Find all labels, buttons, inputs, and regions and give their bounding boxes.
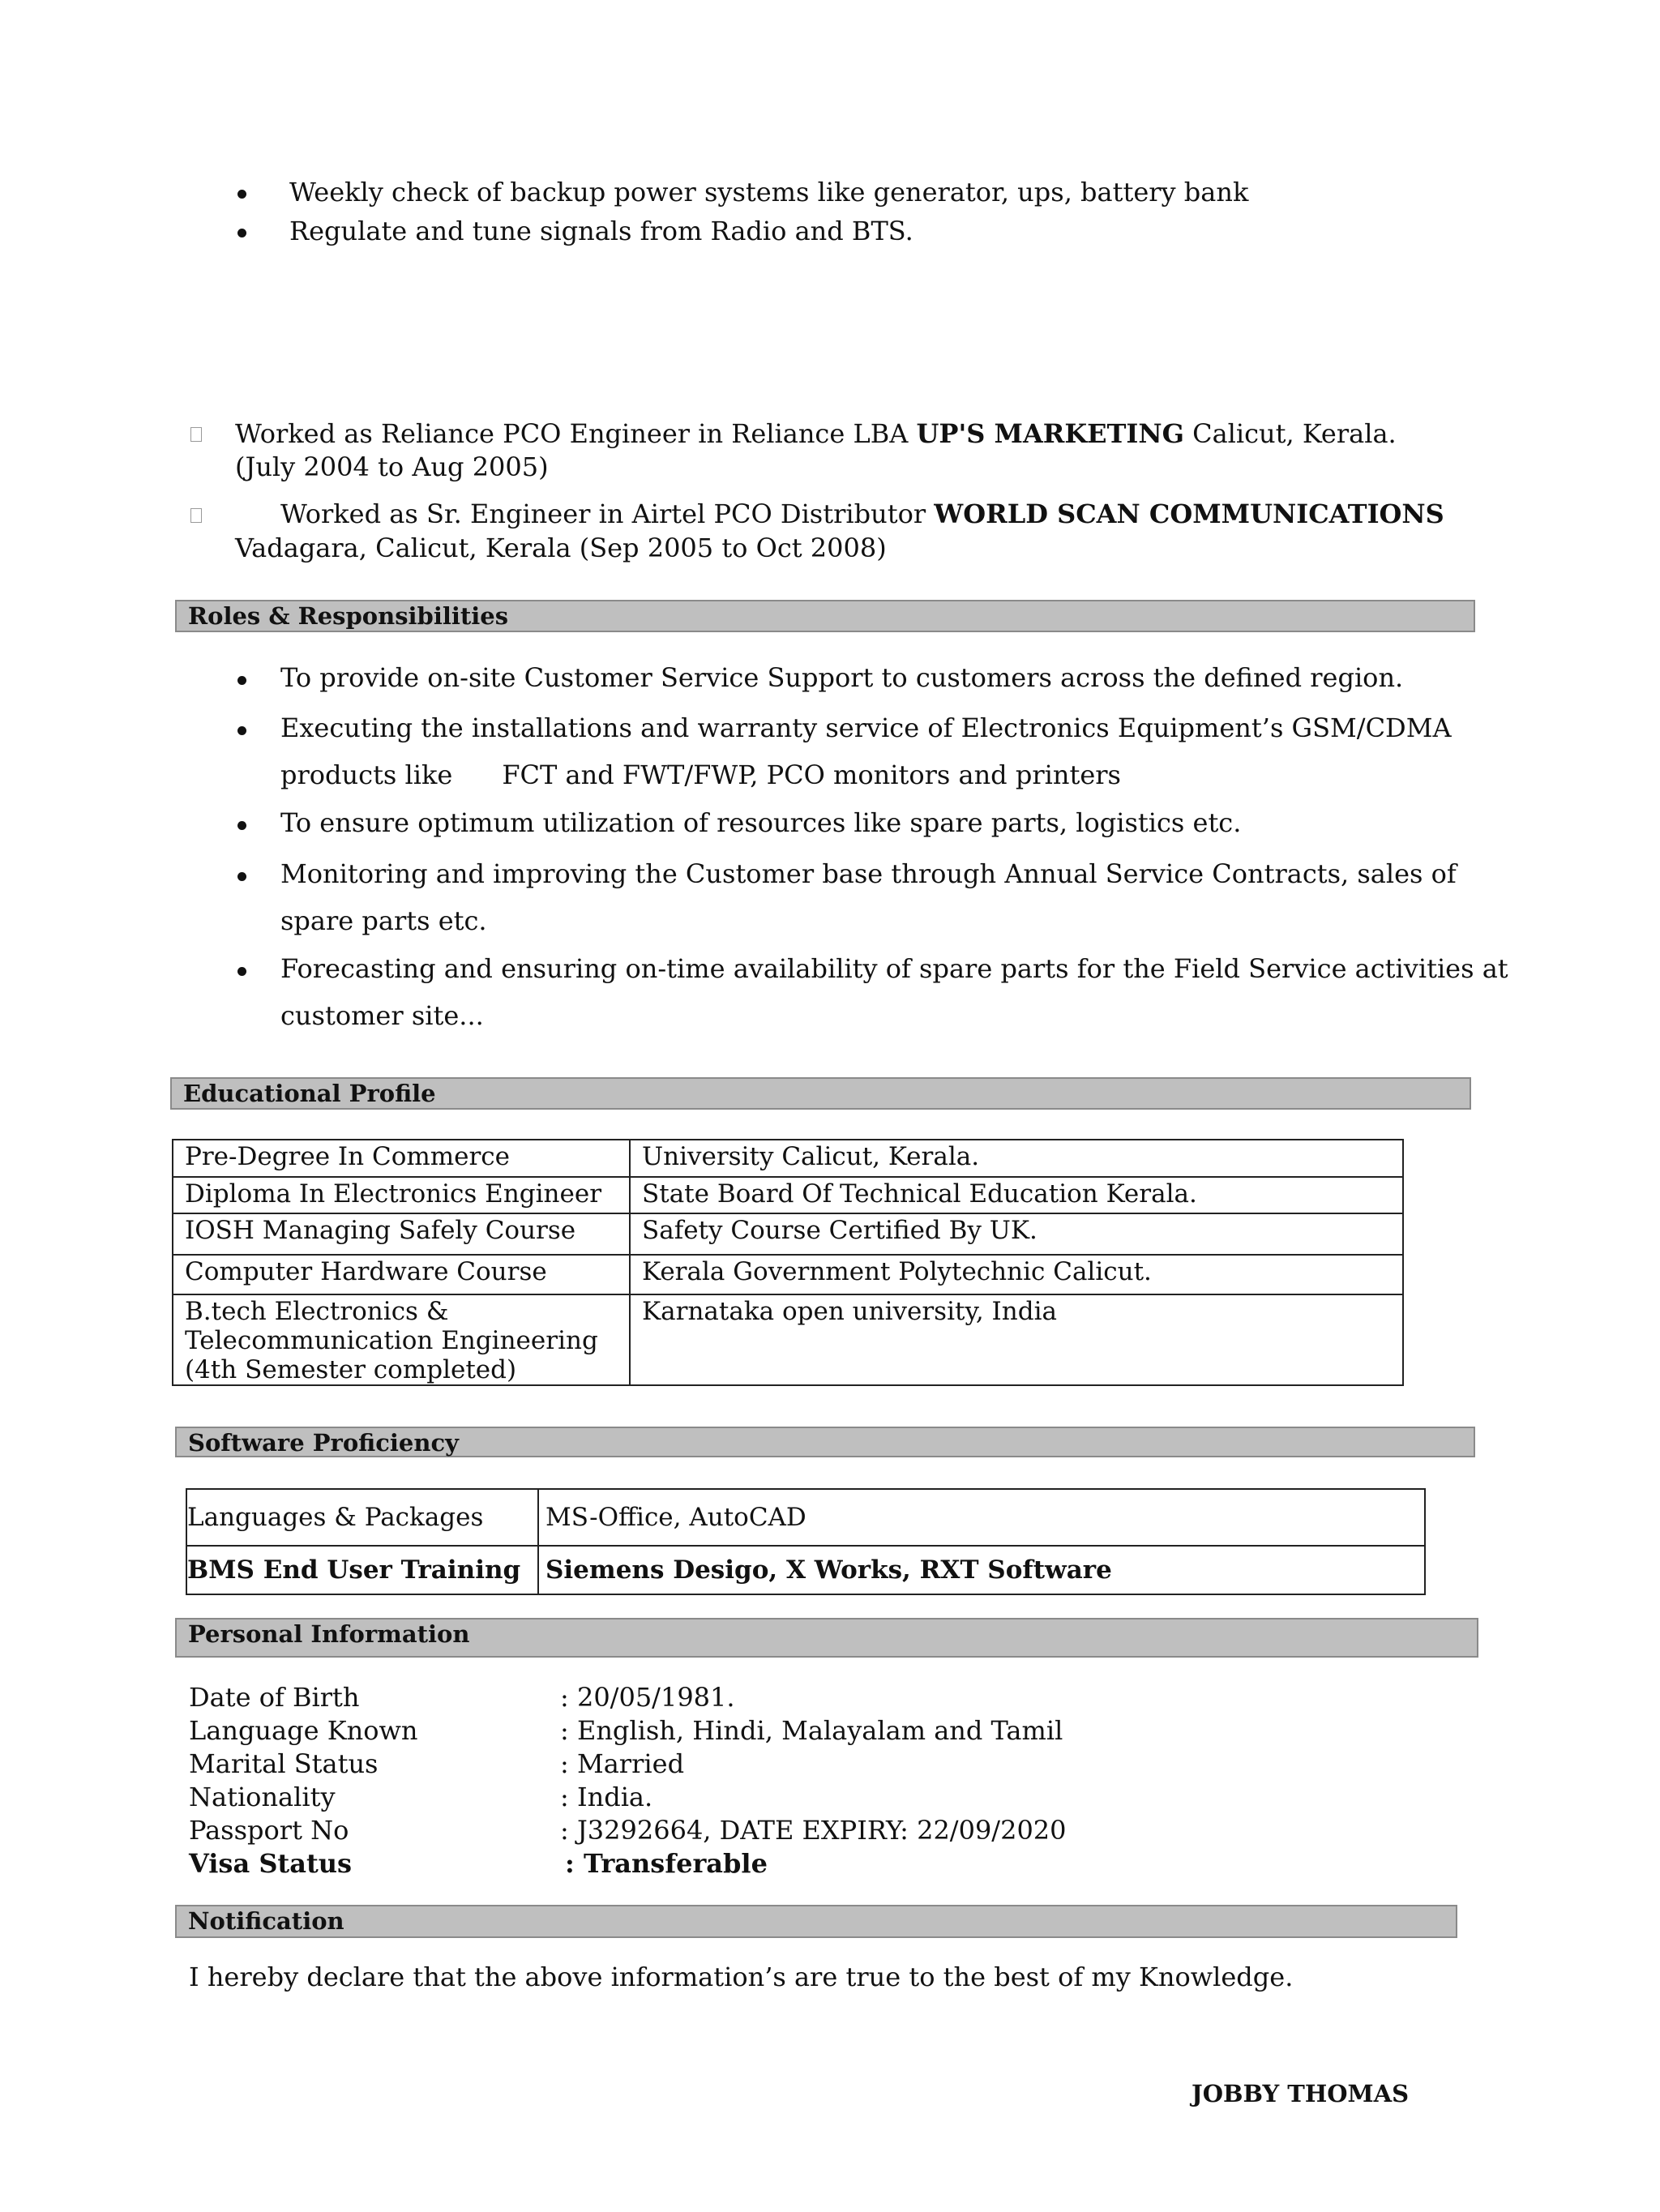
info-label: Nationality xyxy=(189,1782,336,1812)
info-value: : Married xyxy=(560,1748,685,1779)
table-row xyxy=(173,1177,1403,1213)
list-item: To provide on-site Customer Service Support to customers across the defined region. xyxy=(280,662,1404,693)
info-value: : 20/05/1981. xyxy=(560,1682,735,1713)
course-cell xyxy=(173,1294,630,1385)
list-item: Regulate and tune signals from Radio and BTS. xyxy=(289,216,913,246)
table-row xyxy=(173,1213,1403,1255)
list-item: To ensure optimum utilization of resources like spare parts, logistics etc. xyxy=(280,807,1242,838)
institution-cell: Karnataka open university, India xyxy=(630,1294,1403,1385)
bullet-icon xyxy=(237,872,246,881)
experience-line xyxy=(235,418,1397,449)
education-table xyxy=(172,1139,1404,1386)
table-row xyxy=(173,1140,1403,1177)
bullet-icon xyxy=(237,676,246,685)
section-header-roles: Roles & Responsibilities xyxy=(175,600,1475,632)
section-header-education: Educational Profile xyxy=(170,1077,1471,1110)
list-item: Executing the installations and warranty service of Electronics Equipment’s GSM/CDMA xyxy=(280,712,1452,743)
section-header-software: Software Proficiency xyxy=(175,1427,1475,1457)
bullet-icon xyxy=(237,190,246,199)
list-item: Forecasting and ensuring on-time availability of spare parts for the Field Service activities at xyxy=(280,953,1508,984)
bullet-icon xyxy=(237,821,246,830)
course-line: B.tech Electronics & xyxy=(185,1297,449,1326)
software-value-cell: MS-Office, AutoCAD xyxy=(538,1489,1425,1546)
signature-name: JOBBY THOMAS xyxy=(1192,2080,1410,2107)
list-item-continuation: spare parts etc. xyxy=(280,905,487,936)
info-label: Marital Status xyxy=(189,1748,379,1779)
info-value: : English, Hindi, Malayalam and Tamil xyxy=(560,1715,1063,1746)
experience-text: Worked as Sr. Engineer in Airtel PCO Distributor xyxy=(280,498,935,529)
declaration-text: I hereby declare that the above information’s are true to the best of my Knowledge. xyxy=(189,1962,1294,1992)
course-line: Telecommunication Engineering xyxy=(185,1326,598,1355)
institution-cell: Safety Course Certified By UK. xyxy=(630,1213,1403,1255)
experience-period: (July 2004 to Aug 2005) xyxy=(235,451,549,482)
bullet-icon xyxy=(237,726,246,735)
info-label: Date of Birth xyxy=(189,1682,360,1713)
course-cell: Computer Hardware Course xyxy=(173,1255,630,1294)
software-table xyxy=(186,1488,1426,1595)
info-value: : Transferable xyxy=(565,1848,768,1879)
info-label: Passport No xyxy=(189,1815,349,1846)
software-label-cell: Languages & Packages xyxy=(186,1489,538,1546)
checkbox-icon xyxy=(190,427,202,442)
institution-cell: State Board Of Technical Education Kerala. xyxy=(630,1177,1403,1213)
company-name: WORLD SCAN COMMUNICATIONS xyxy=(934,498,1444,529)
bullet-icon xyxy=(237,229,246,237)
institution-cell: University Calicut, Kerala. xyxy=(630,1140,1403,1177)
company-name: UP'S MARKETING xyxy=(916,418,1184,449)
list-item: Monitoring and improving the Customer base through Annual Service Contracts, sales of xyxy=(280,858,1457,889)
table-row xyxy=(173,1294,1403,1385)
info-value: : India. xyxy=(560,1782,653,1812)
software-label-cell: BMS End User Training xyxy=(186,1546,538,1594)
checkbox-icon xyxy=(190,508,202,523)
section-header-notification: Notification xyxy=(175,1905,1457,1938)
table-row xyxy=(173,1255,1403,1294)
course-line: (4th Semester completed) xyxy=(185,1355,517,1384)
table-row xyxy=(186,1489,1425,1546)
list-item-continuation: customer site... xyxy=(280,1000,484,1031)
experience-period: Vadagara, Calicut, Kerala (Sep 2005 to Oct 2008) xyxy=(235,533,887,563)
software-value-cell: Siemens Desigo, X Works, RXT Software xyxy=(538,1546,1425,1594)
info-value: : J3292664, DATE EXPIRY: 22/09/2020 xyxy=(560,1815,1067,1846)
course-cell: Pre-Degree In Commerce xyxy=(173,1140,630,1177)
list-item: Weekly check of backup power systems like generator, ups, battery bank xyxy=(289,177,1249,208)
experience-text: Calicut, Kerala. xyxy=(1183,418,1397,449)
experience-line xyxy=(280,498,1444,529)
bullet-icon xyxy=(237,967,246,976)
list-item-continuation: products like FCT and FWT/FWP, PCO monitors and printers xyxy=(280,759,1121,790)
course-cell: IOSH Managing Safely Course xyxy=(173,1213,630,1255)
table-row xyxy=(186,1546,1425,1594)
info-label: Visa Status xyxy=(189,1848,352,1879)
experience-text: Worked as Reliance PCO Engineer in Reliance LBA xyxy=(235,418,917,449)
institution-cell: Kerala Government Polytechnic Calicut. xyxy=(630,1255,1403,1294)
section-header-personal: Personal Information xyxy=(175,1618,1478,1658)
course-cell: Diploma In Electronics Engineer xyxy=(173,1177,630,1213)
info-label: Language Known xyxy=(189,1715,418,1746)
